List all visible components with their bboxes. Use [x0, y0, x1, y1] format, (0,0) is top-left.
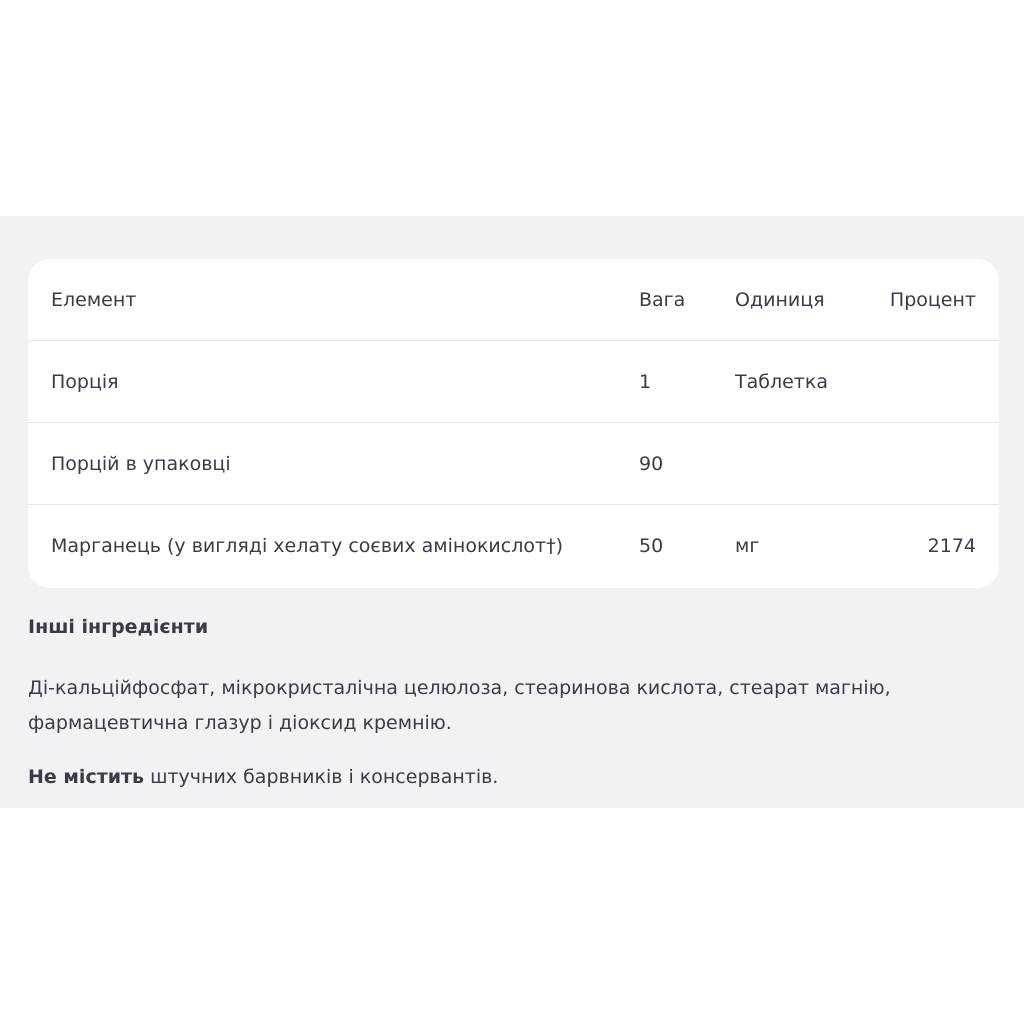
row-percent: 2174: [927, 535, 976, 557]
row-unit: мг: [735, 535, 760, 557]
other-ingredients-title: Інші інгредієнти: [28, 616, 209, 638]
free-from-note-bold: Не містить: [28, 766, 145, 788]
row-name: Порцій в упаковці: [51, 453, 231, 475]
header-percent: Процент: [889, 289, 976, 311]
row-weight: 90: [639, 453, 664, 475]
free-from-note-text: штучних барвників і консервантів.: [144, 766, 499, 788]
row-name: Порція: [51, 371, 119, 393]
free-from-note: [28, 766, 498, 788]
table-row: [28, 423, 999, 505]
row-weight: 50: [639, 535, 664, 557]
nutrition-table: [28, 259, 999, 588]
header-weight: Вага: [639, 289, 686, 311]
table-header-row: [28, 259, 999, 341]
table-row: [28, 341, 999, 423]
table-row: [28, 505, 999, 587]
supplement-facts-panel: [0, 216, 1024, 808]
row-name: Марганець (у вигляді хелату соєвих амінокислот†): [51, 535, 563, 557]
row-weight: 1: [639, 371, 652, 393]
row-unit: Таблетка: [735, 371, 828, 393]
header-unit: Одиниця: [735, 289, 825, 311]
header-element: Елемент: [51, 289, 137, 311]
other-ingredients-text: Ді-кальційфосфат, мікрокристалічна целюлоза, стеаринова кислота, стеарат магнію, фармацевтична глазур і діоксид кремнію.: [28, 677, 891, 734]
